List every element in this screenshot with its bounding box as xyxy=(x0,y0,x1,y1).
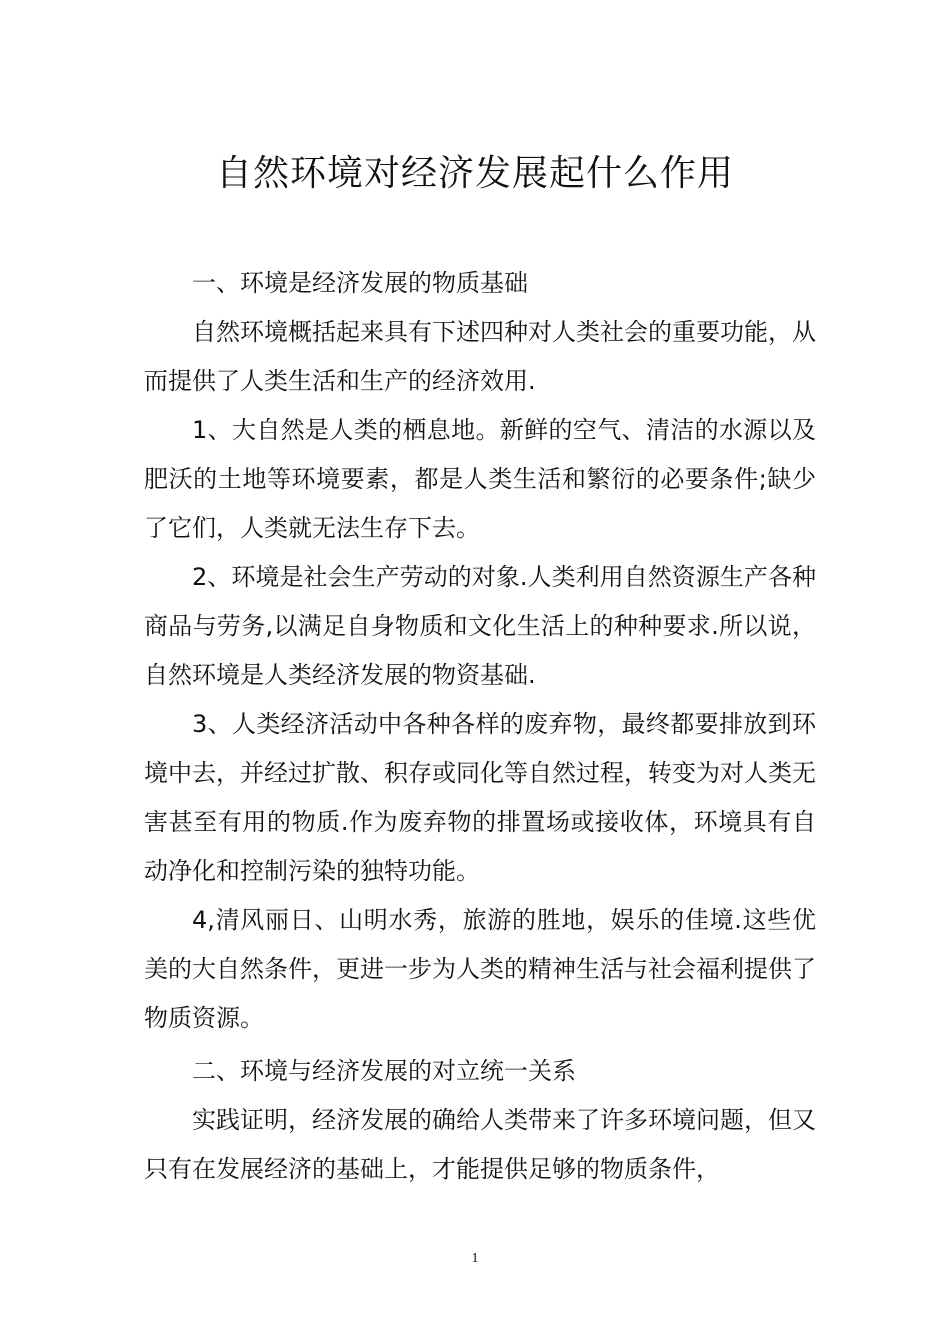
section-heading-2: 二、环境与经济发展的对立统一关系 xyxy=(192,1057,576,1085)
paragraph-point-4: 4,清风丽日、山明水秀，旅游的胜地，娱乐的佳境.这些优美的大自然条件，更进一步为人类的精神生活与社会福利提供了物质资源。 xyxy=(144,906,816,1032)
document-body xyxy=(144,259,816,1194)
paragraph-point-1: 1、大自然是人类的栖息地。新鲜的空气、清洁的水源以及肥沃的土地等环境要素，都是人类生活和繁衍的必要条件;缺少了它们，人类就无法生存下去。 xyxy=(144,416,816,542)
paragraph-section-2: 实践证明，经济发展的确给人类带来了许多环境问题，但又只有在发展经济的基础上，才能提供足够的物质条件， xyxy=(144,1106,816,1183)
document-title: 自然环境对经济发展起什么作用 xyxy=(215,153,734,194)
section-heading-1: 一、环境是经济发展的物质基础 xyxy=(192,269,528,297)
page-number: 1 xyxy=(471,1251,479,1266)
paragraph-intro: 自然环境概括起来具有下述四种对人类社会的重要功能，从而提供了人类生活和生产的经济效用. xyxy=(144,318,816,395)
paragraph-point-3: 3、人类经济活动中各种各样的废弃物，最终都要排放到环境中去，并经过扩散、积存或同化等自然过程，转变为对人类无害甚至有用的物质.作为废弃物的排置场或接收体，环境具有自动净化和控制污染的独特功能。 xyxy=(144,710,816,885)
paragraph-point-2: 2、环境是社会生产劳动的对象.人类利用自然资源生产各种商品与劳务,以满足自身物质和文化生活上的种种要求.所以说，自然环境是人类经济发展的物资基础. xyxy=(144,563,816,689)
